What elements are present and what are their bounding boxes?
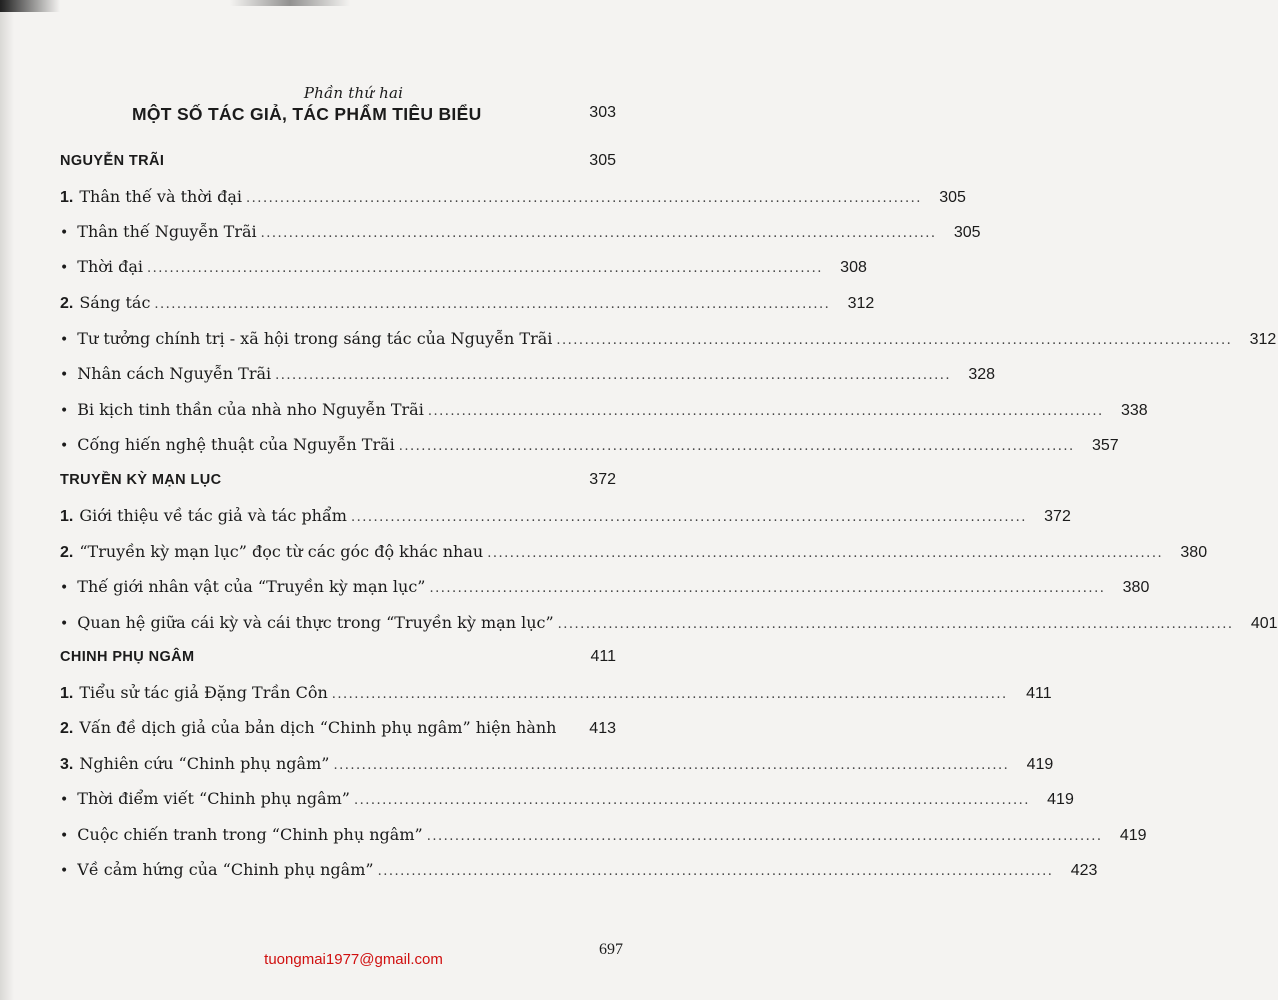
bullet-dot-icon: •: [60, 225, 69, 241]
entry-title: Nhân cách Nguyễn Trãi: [77, 364, 272, 383]
entry-title: “Truyền kỳ mạn lục” đọc từ các góc độ khác nhau: [79, 542, 484, 561]
entry-page-number: 401: [1250, 615, 1278, 632]
entry-title: Thời đại: [77, 257, 143, 276]
dot-leader: ........................................................................................................................: [427, 404, 1104, 419]
entry-title: Cuộc chiến tranh trong “Chinh phụ ngâm”: [77, 825, 423, 844]
part-page-number: 303: [589, 104, 616, 121]
dot-leader: ........................................................................................................................: [260, 226, 937, 241]
entry-page-number: 305: [939, 189, 966, 206]
bullet-dot-icon: •: [60, 438, 69, 454]
entry-title: Thời điểm viết “Chinh phụ ngâm”: [77, 789, 350, 808]
toc-entry: [60, 187, 966, 211]
footer-page-number: 697: [599, 941, 623, 958]
entry-title: NGUYỄN TRÃI: [60, 153, 165, 169]
bullet-dot-icon: •: [60, 403, 69, 419]
footer-email: tuongmai1977@gmail.com: [264, 951, 443, 968]
bullet-dot-icon: •: [60, 828, 69, 844]
toc-entry: [60, 825, 1147, 849]
dot-leader: ........................................................................................................................: [353, 793, 1030, 808]
entry-page-number: 338: [1121, 402, 1148, 419]
entry-page-number: 312: [847, 295, 875, 312]
entry-number: 2.: [60, 544, 74, 561]
bullet-dot-icon: •: [60, 260, 69, 276]
entry-page-number: 372: [589, 471, 616, 488]
toc-section: [60, 648, 616, 672]
toc-entry: [60, 506, 1071, 530]
bullet-dot-icon: •: [60, 332, 69, 348]
entry-title: CHINH PHỤ NGÂM: [60, 649, 195, 665]
toc-entry: [60, 754, 1054, 778]
entry-title: Về cảm hứng của “Chinh phụ ngâm”: [77, 860, 374, 879]
dot-leader: ........................................................................................................................: [429, 581, 1106, 596]
entry-title: Sáng tác: [79, 293, 151, 312]
entry-number: 2.: [60, 720, 74, 737]
entry-page-number: 305: [953, 224, 981, 241]
entry-page-number: 357: [1091, 437, 1119, 454]
dot-leader: ........................................................................................................................: [377, 864, 1054, 879]
toc-entry: [60, 613, 1278, 637]
dot-leader: ........................................................................................................................: [333, 758, 1010, 773]
dot-leader: ........................................................................................................................: [556, 333, 1233, 348]
entry-title: Cống hiến nghệ thuật của Nguyễn Trãi: [77, 435, 395, 454]
toc-entry: [60, 542, 1208, 566]
entry-page-number: 411: [1026, 685, 1052, 702]
entry-title: Vấn đề dịch giả của bản dịch “Chinh phụ ngâm” hiện hành: [79, 718, 557, 737]
entry-number: 1.: [60, 189, 74, 206]
toc-entry: [60, 435, 1119, 459]
entry-page-number: 312: [1249, 331, 1277, 348]
entry-page-number: 380: [1122, 579, 1150, 596]
dot-leader: ........................................................................................................................: [350, 510, 1027, 525]
toc-entry: [60, 577, 1150, 601]
entry-title: Tư tưởng chính trị - xã hội trong sáng tác của Nguyễn Trãi: [77, 329, 553, 348]
entry-title: Thân thế Nguyễn Trãi: [77, 222, 257, 241]
entry-number: 1.: [60, 685, 74, 702]
toc-entry: [60, 329, 1277, 353]
entry-title: Thân thế và thời đại: [79, 187, 243, 206]
entry-number: 1.: [60, 508, 74, 525]
toc-entry: [60, 364, 996, 388]
bullet-dot-icon: •: [60, 580, 69, 596]
part-label: Phần thứ hai: [303, 84, 404, 102]
entry-title: Bi kịch tinh thần của nhà nho Nguyễn Trãi: [77, 400, 424, 419]
entry-page-number: 411: [590, 648, 616, 665]
entry-page-number: 423: [1070, 862, 1098, 879]
bullet-dot-icon: •: [60, 792, 69, 808]
entry-number: 2.: [60, 295, 74, 312]
toc-entry: [60, 293, 875, 317]
entry-page-number: 419: [1047, 791, 1074, 808]
entry-page-number: 419: [1119, 827, 1147, 844]
entry-title: Giới thiệu về tác giả và tác phẩm: [79, 506, 347, 525]
toc-section: [60, 152, 616, 176]
entry-title: Quan hệ giữa cái kỳ và cái thực trong “Truyền kỳ mạn lục”: [77, 613, 554, 632]
dot-leader: ........................................................................................................................: [275, 368, 952, 383]
dot-leader: ........................................................................................................................: [331, 687, 1008, 702]
entry-page-number: 305: [589, 152, 616, 169]
dot-leader: ........................................................................................................................: [398, 439, 1075, 454]
entry-page-number: 413: [589, 720, 616, 737]
toc-entry: [60, 683, 1052, 707]
entry-title: Thế giới nhân vật của “Truyền kỳ mạn lục”: [77, 577, 426, 596]
entry-page-number: 380: [1180, 544, 1208, 561]
bullet-dot-icon: •: [60, 616, 69, 632]
toc-entry: [60, 789, 1074, 813]
entry-page-number: 419: [1026, 756, 1054, 773]
bullet-dot-icon: •: [60, 863, 69, 879]
entry-page-number: 328: [968, 366, 996, 383]
entry-title: Tiểu sử tác giả Đặng Trần Côn: [79, 683, 328, 702]
toc-entry: [60, 257, 867, 281]
entry-page-number: 372: [1044, 508, 1071, 525]
part-title: MỘT SỐ TÁC GIẢ, TÁC PHẨM TIÊU BIỂU: [132, 104, 482, 124]
toc-entry: [60, 222, 981, 246]
entry-page-number: 308: [840, 259, 867, 276]
toc-entry: [60, 718, 616, 742]
toc-entry: [60, 860, 1098, 884]
toc-entry: [60, 400, 1148, 424]
entry-title: TRUYỀN KỲ MẠN LỤC: [60, 472, 222, 488]
dot-leader: ........................................................................................................................: [557, 617, 1234, 632]
toc-section: [60, 471, 616, 495]
dot-leader: ........................................................................................................................: [154, 297, 831, 312]
dot-leader: ........................................................................................................................: [487, 546, 1164, 561]
entry-title: Nghiên cứu “Chinh phụ ngâm”: [79, 754, 330, 773]
bullet-dot-icon: •: [60, 367, 69, 383]
dot-leader: ........................................................................................................................: [426, 829, 1103, 844]
dot-leader: ........................................................................................................................: [246, 191, 922, 206]
dot-leader: ........................................................................................................................: [146, 261, 823, 276]
entry-number: 3.: [60, 756, 74, 773]
